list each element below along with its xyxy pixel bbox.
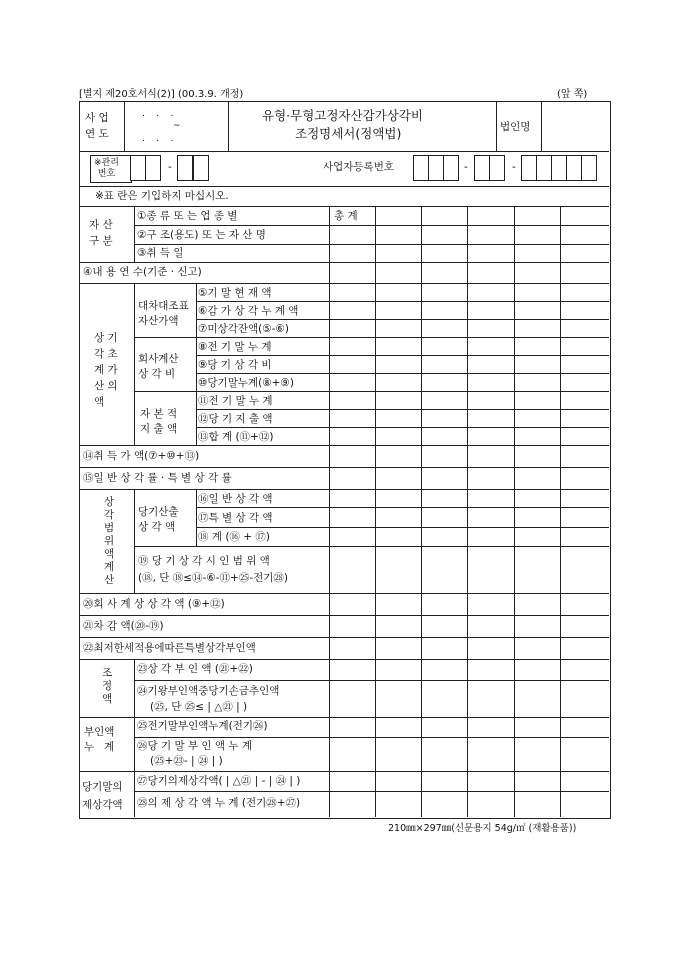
biz-reg-cell-10[interactable] bbox=[581, 155, 597, 181]
row-15-label: ⑮일 반 상 각 률 · 특 별 상 각 률 bbox=[83, 472, 232, 484]
row-28-label: ㉘의 제 상 각 액 누 계 (전기㉘+㉗) bbox=[137, 797, 301, 809]
biz-reg-dash-1: - bbox=[464, 161, 468, 173]
biz-reg-cell-8[interactable] bbox=[551, 155, 567, 181]
row-25-label: ㉕전기말부인액누계(전기㉖) bbox=[137, 720, 268, 732]
mgmt-no-cell-1[interactable] bbox=[130, 155, 146, 181]
row-2-label: ②구 조(용도) 또 는 자 산 명 bbox=[137, 229, 266, 241]
company-calc-group-label: 회사계산 상 각 비 bbox=[138, 353, 179, 380]
row-26-label: ㉖당 기 말 부 인 액 누 계 bbox=[137, 740, 253, 752]
page-side: (앞 쪽) bbox=[557, 89, 588, 100]
corp-name-label: 법인명 bbox=[500, 121, 531, 133]
row-8-label: ⑧전 기 말 누 계 bbox=[198, 341, 272, 353]
biz-reg-cell-7[interactable] bbox=[536, 155, 552, 181]
denied-cumulative-group-label: 부인액 누 계 bbox=[84, 726, 115, 753]
row-26-formula: (㉕+㉓- | ㉔ | ) bbox=[150, 755, 223, 767]
year-tilde: ~ bbox=[173, 121, 181, 131]
row-18-label: ⑱ 계 (⑯ + ⑰) bbox=[198, 531, 270, 543]
mgmt-no-dash: - bbox=[168, 161, 172, 173]
row-11-label: ⑪전 기 말 누 계 bbox=[198, 395, 273, 407]
form-number: [별지 제20호서식(2)] (00.3.9. 개정) bbox=[79, 89, 244, 100]
row-22-label: ㉒최저한세적용에따른특별상각부인액 bbox=[83, 642, 256, 654]
row-12-label: ⑫당 기 지 출 액 bbox=[198, 413, 273, 425]
current-depr-group-label: 당기산출 상 각 액 bbox=[138, 506, 179, 533]
row-3-label: ③취 득 일 bbox=[137, 247, 184, 259]
mgmt-no-cell-3[interactable] bbox=[177, 155, 193, 181]
biz-reg-cell-9[interactable] bbox=[566, 155, 582, 181]
row-7-label: ⑦미상각잔액(⑤-⑥) bbox=[198, 323, 289, 335]
form-title-line1: 유형·무형고정자산감가상각비 bbox=[262, 108, 423, 123]
deemed-depr-group-label: 당기말의 제상각액 bbox=[82, 781, 123, 811]
row-5-label: ⑤기 말 현 재 액 bbox=[198, 287, 272, 299]
row-24-formula: (㉕, 단 ㉕≤ | △㉑ | ) bbox=[150, 701, 248, 713]
row-17-label: ⑰특 별 상 각 액 bbox=[198, 512, 273, 524]
mgmt-no-label: ※관리 번호 bbox=[94, 158, 119, 179]
row-24-label: ㉔기왕부인액중당기손금추인액 bbox=[137, 685, 280, 697]
row-10-label: ⑩당기말누계(⑧+⑨) bbox=[198, 377, 294, 389]
bs-group-label: 대차대조표 자산가액 bbox=[138, 300, 189, 327]
capex-group-label: 자 본 적 지 출 액 bbox=[140, 408, 178, 435]
biz-reg-cell-1[interactable] bbox=[413, 155, 429, 181]
row-16-label: ⑯일 반 상 각 액 bbox=[198, 493, 273, 505]
business-year-label: 사 업 연 도 bbox=[85, 112, 109, 140]
row-13-label: ⑬합 계 (⑪+⑫) bbox=[198, 431, 274, 443]
biz-reg-cell-3[interactable] bbox=[443, 155, 459, 181]
row-4-label: ④내 용 연 수(기준 · 신고) bbox=[83, 266, 202, 278]
row-9-label: ⑨당 기 상 각 비 bbox=[198, 359, 272, 371]
asset-class-label: 자 산 구 분 bbox=[89, 219, 113, 247]
limit-group-label: 상 각 범 위 액 계 산 bbox=[104, 496, 115, 586]
row-1-label: ①종 류 또 는 업 종 별 bbox=[137, 210, 238, 222]
biz-reg-dash-2: - bbox=[512, 161, 516, 173]
biz-reg-cell-4[interactable] bbox=[474, 155, 490, 181]
year-start-dots: . . . bbox=[142, 109, 174, 119]
paper-spec: 210㎜×297㎜(신문용지 54g/㎡ (재활용품)) bbox=[388, 823, 577, 834]
row-20-label: ⑳회 사 계 상 상 각 액 (⑨+⑫) bbox=[83, 598, 225, 610]
row-19-label: ⑲ 당 기 상 각 시 인 범 위 액 bbox=[138, 555, 270, 567]
row-6-label: ⑥감 가 상 각 누 계 액 bbox=[198, 305, 299, 317]
mgmt-no-cell-4[interactable] bbox=[193, 155, 209, 181]
form-title-line2: 조정명세서(정액법) bbox=[295, 126, 402, 141]
mgmt-no-cell-2[interactable] bbox=[145, 155, 161, 181]
row-14-label: ⑭취 득 가 액(⑦+⑩+⑬) bbox=[83, 450, 200, 462]
base-group-label: 상 기 각 초 계 가 산 의 액 bbox=[94, 332, 118, 408]
biz-reg-cell-2[interactable] bbox=[428, 155, 444, 181]
year-end-dots: . . . bbox=[142, 134, 174, 144]
row-19-formula: (⑱, 단 ⑱≤⑭-⑥-⑪+㉕-전기㉘) bbox=[138, 572, 289, 584]
row-1-total: 총 계 bbox=[334, 210, 358, 222]
row-23-label: ㉓상 각 부 인 액 (㉑+㉒) bbox=[137, 663, 253, 675]
row-21-label: ㉑차 감 액(⑳-⑲) bbox=[83, 620, 164, 632]
biz-reg-no-label: 사업자등록번호 bbox=[323, 161, 395, 173]
row-27-label: ㉗당기의제상각액( | △㉑ | - | ㉔ | ) bbox=[137, 775, 301, 787]
biz-reg-cell-5[interactable] bbox=[489, 155, 505, 181]
adjustment-group-label: 조 정 액 bbox=[102, 667, 113, 705]
biz-reg-cell-6[interactable] bbox=[521, 155, 537, 181]
notice-text: ※표 란은 기입하지 마십시오. bbox=[95, 190, 229, 202]
